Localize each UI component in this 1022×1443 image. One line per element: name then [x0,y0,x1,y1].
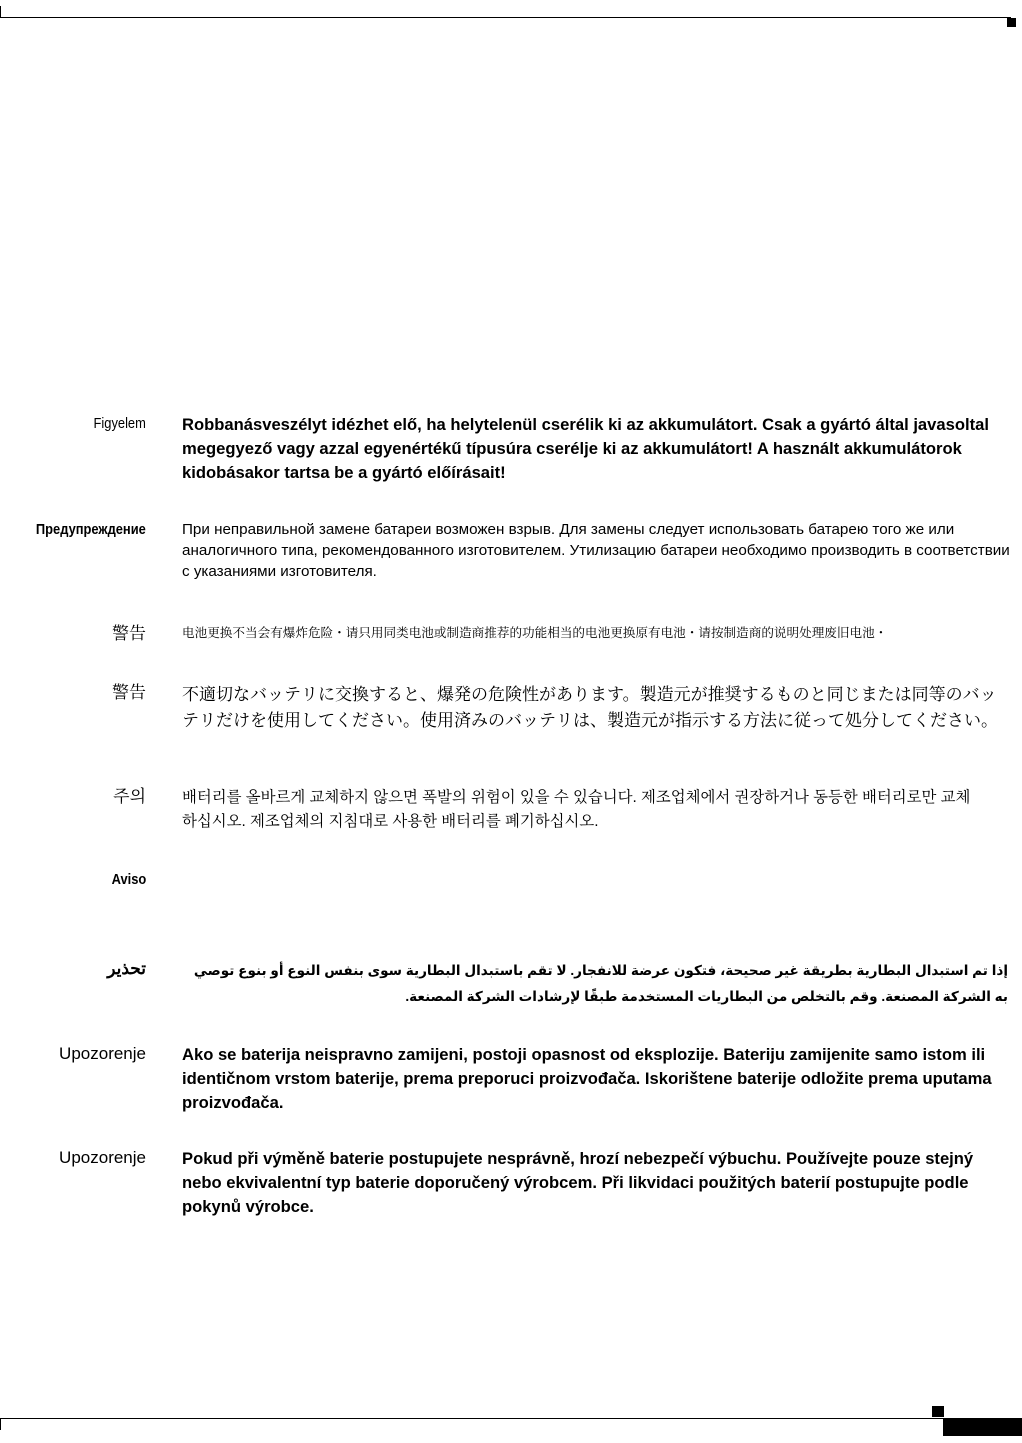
warning-text: Pokud při výměně baterie postupujete nesprávně, hrozí nebezpečí výbuchu. Používejte pouze stejný nebo ekvivalentní typ baterie doporučený výrobcem. Při likvidaci použitých baterií postupujte podle pokynů výrobce. [182,1149,974,1216]
footer-rule [0,1418,1022,1419]
warning-label: Figyelem [93,415,146,432]
footer-rule-tick [0,1418,1,1430]
warning-text: 不適切なバッテリに交換すると、爆発の危険性があります。製造元が推奨するものと同じまたは同等のバッテリだけを使用してください。使用済みのバッテリは、製造元が指示する方法に従って処分してください。 [182,685,998,730]
warning-text: При неправильной замене батареи возможен взрыв. Для замены следует использовать батарею того же или аналогичного типа, рекомендованного изготовителем. Утилизацию батареи необходимо производить в соответствии с указаниями изготовителя. [182,521,1010,580]
warning-text: Robbanásveszélyt idézhet elő, ha helytelenül cserélik ki az akkumulátort. Csak a gyártó által javasoltal megegyező vagy azzal egyenértékű típusúra cserélje ki az akkumulátort! A használt akkumulátorok kidobásakor tartsa be a gyártó előírásait! [182,415,989,482]
warning-text: Ako se baterija neispravno zamijeni, postoji opasnost od eksplozije. Bateriju zamijenite samo istom ili identičnom vrstom baterije, prema preporuci proizvođača. Iskorištene baterije odložite prema uputama proizvođača. [182,1045,992,1112]
warning-label: Upozorenje [59,1148,146,1167]
warning-text: 电池更换不当会有爆炸危险・请只用同类电池或制造商推荐的功能相当的电池更换原有电池・请按制造商的说明处理废旧电池・ [182,626,888,640]
warning-label: Aviso [111,871,146,888]
header-rule [0,17,1011,18]
warning-text: إذا تم استبدال البطارية بطريقة غير صحيحة، فتكون عرضة للانفجار. لا تقم باستبدال البطارية سوى بنفس النوع أو بنوع توصي به الشركة المصنعة. وقم بالتخلص من البطاريات المستخدمة طبقًا لإرشادات الشركة المصنعة. [193,963,1008,1004]
warning-label: تحذير [107,959,146,978]
warning-label: 警告 [112,683,146,703]
footer-page-tab [943,1418,1022,1436]
header-marker [1007,18,1016,27]
warning-label: 警告 [112,624,146,644]
warning-label: Предупреждение [36,521,146,538]
warning-label: Upozorenje [59,1044,146,1063]
warning-text: 배터리를 올바르게 교체하지 않으면 폭발의 위험이 있을 수 있습니다. 제조업체에서 권장하거나 동등한 배터리로만 교체하십시오. 제조업체의 지침대로 사용한 배터리를 폐기하십시오. [182,789,971,830]
warning-label: 주의 [113,787,146,807]
header-rule-tick [0,6,1,18]
footer-marker [932,1406,944,1417]
